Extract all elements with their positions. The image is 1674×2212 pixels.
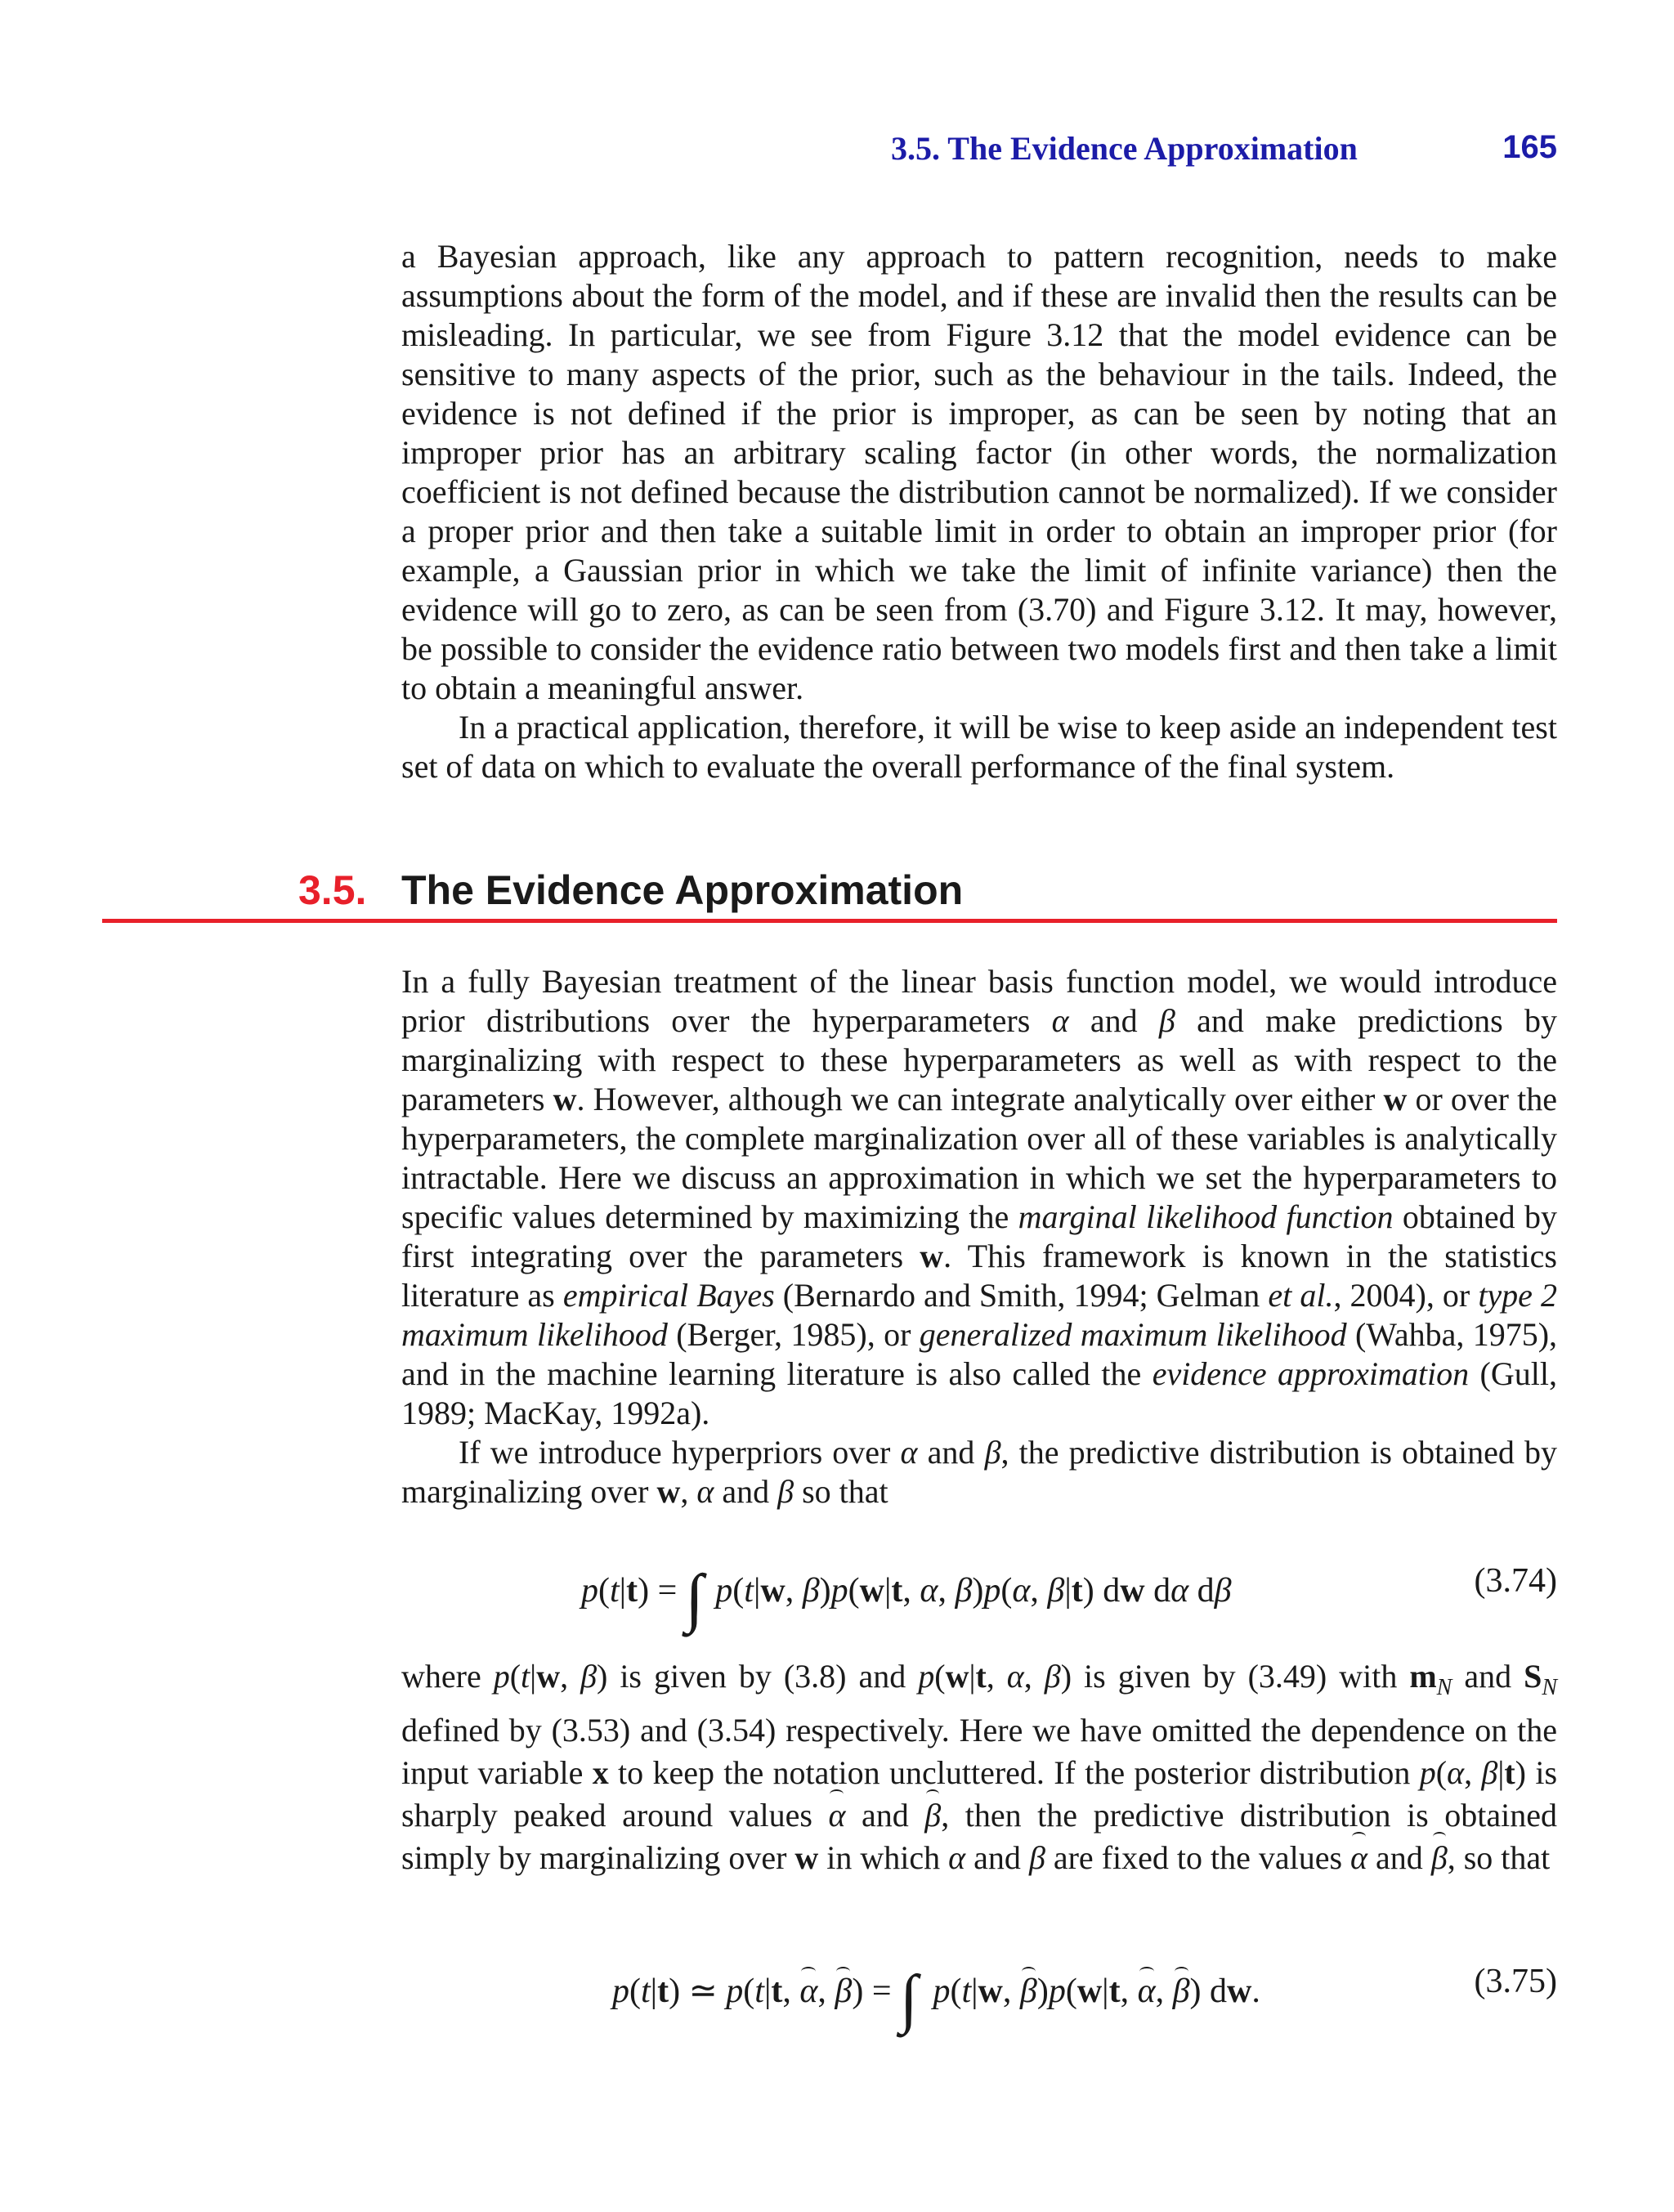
paragraph: If we introduce hyperpriors over α and β, the predictive distribution is obtained by marginalizing over w, α and β so that: [401, 1434, 1557, 1510]
section-number: 3.5.: [298, 867, 367, 913]
running-title: 3.5. The Evidence Approximation: [891, 130, 1358, 167]
paragraph: a Bayesian approach, like any approach to pattern recognition, needs to make assumptions about the form of the model, and if these are invalid then the results can be misleading. In particular, we see from Figure 3.12 that the model evidence can be sensitive to many aspects of the prior, such as the behaviour in the tails. Indeed, the evidence is not defined if the prior is improper, as can be seen by noting that an improper prior has an arbitrary scaling factor (in other words, the normalization coefficient is not defined because the distribution cannot be normalized). If we consider a proper prior and then take a suitable limit in order to obtain an improper prior (for example, a Gaussian prior in which we take the limit of infinite variance) then the evidence will go to zero, as can be seen from (3.70) and Figure 3.12. It may, however, be possible to consider the evidence ratio between two models first and then take a limit to obtain a meaningful answer.: [401, 238, 1557, 706]
equation-body: p(t|t) = p(t|w, β)p(w|t, α, β)p(α, β|t) dw dα dβ: [581, 1572, 1232, 1610]
paragraph-block-1: [401, 237, 1557, 786]
page-header: [0, 129, 1674, 178]
equation-number: (3.75): [1474, 1963, 1557, 2000]
emphasis: evidence approximation: [1152, 1355, 1470, 1392]
equation-3-75: [401, 1962, 1557, 2035]
equation-3-74: [401, 1561, 1557, 1635]
beta-symbol: β: [1158, 1002, 1175, 1039]
section-rule: [102, 919, 1557, 923]
emphasis: generalized maximum likelihood: [919, 1316, 1347, 1353]
alpha-symbol: α: [1051, 1002, 1069, 1039]
page-number: 165: [1502, 129, 1557, 165]
equation-number: (3.74): [1474, 1562, 1557, 1600]
paragraph: In a fully Bayesian treatment of the linear basis function model, we would introduce prior distributions over the hyperparameters α and β and make predictions by marginalizing with respect to these hyperparameters as well as with respect to the parameters w. However, although we can integrate analytically over either w or over the hyperparameters, the complete marginalization over all of these variables is analytically intractable. Here we discuss an approximation in which we set the hyperparameters to specific values determined by maximizing the marginal likelihood function obtained by first integrating over the parameters w. This framework is known in the statistics literature as empirical Bayes (Bernardo and Smith, 1994; Gelman et al., 2004), or type 2 maximum likelihood (Berger, 1985), or generalized maximum likelihood (Wahba, 1975), and in the machine learning literature is also called the evidence approximation (Gull, 1989; MacKay, 1992a).: [401, 963, 1558, 1431]
paragraph: In a practical application, therefore, it will be wise to keep aside an independent test set of data on which to evaluate the overall performance of the final system.: [401, 709, 1557, 785]
emphasis: type 2 maximum likelihood: [401, 1277, 1558, 1353]
paragraph: where p(t|w, β) is given by (3.8) and p(w|t, α, β) is given by (3.49) with $m_N$ and $S_N$ defined by (3.53) and (3.54) respectively. Here we have omitted the dependence on the input variable x to keep the notation uncluttered. If the posterior distribution p(α, β|t) is sharply peaked around values α and β, then the predictive distribution is obtained simply by marginalizing over w in which α and β are fixed to the values α and β, so that: [401, 1655, 1557, 1879]
w-symbol: w: [553, 1081, 577, 1117]
emphasis: empirical Bayes: [562, 1277, 775, 1314]
integral-sign: ∫: [900, 1963, 918, 2035]
w-symbol: w: [920, 1238, 944, 1274]
emphasis: marginal likelihood function: [1018, 1198, 1394, 1235]
paragraph-block-3: [401, 1655, 1557, 1879]
equation-body: p(t|t) ≃ p(t|t, α, β) = ∫ p(t|w, β)p(w|t, α, β) dw.: [612, 1963, 1260, 2035]
w-symbol: w: [1383, 1081, 1408, 1117]
paragraph-block-2: [401, 962, 1557, 1511]
section-title: The Evidence Approximation: [401, 867, 964, 913]
emphasis: et al.: [1268, 1277, 1334, 1314]
